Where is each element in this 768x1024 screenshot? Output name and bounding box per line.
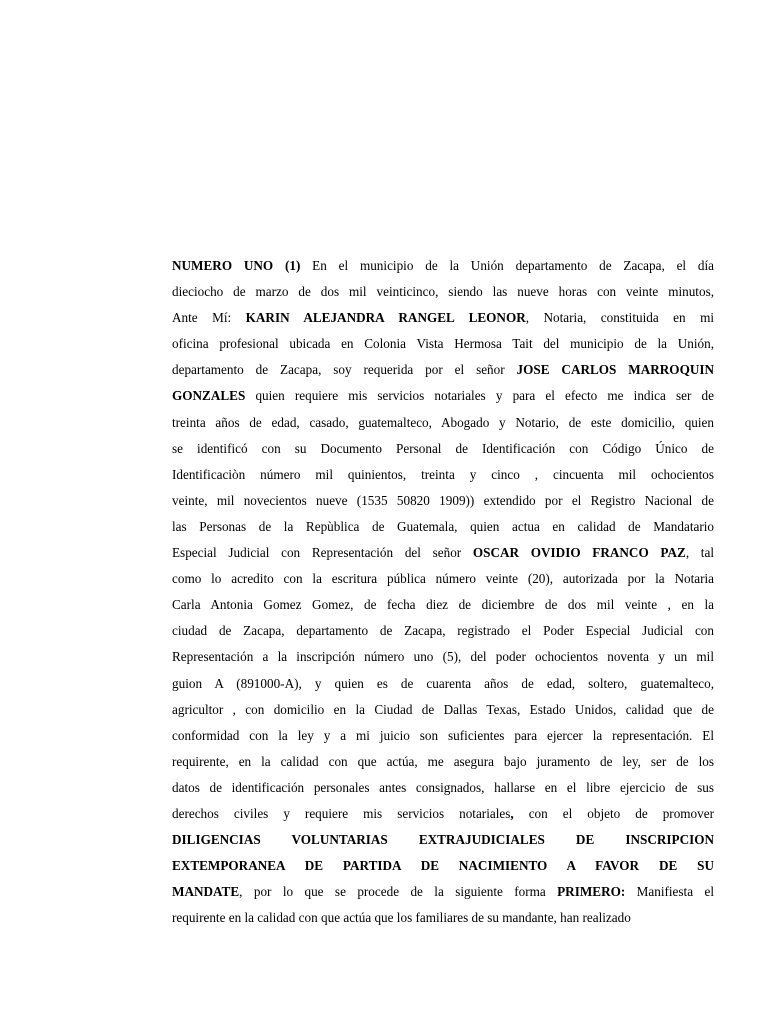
- text-line: [172, 853, 714, 879]
- text-segment: se identificó con su Documento Personal de Identificación con Código Único de: [172, 440, 714, 456]
- text-segment: quien requiere mis servicios notariales y para el efecto me indica ser de: [245, 388, 714, 404]
- text-line: [172, 331, 714, 357]
- text-segment: , Notaria, constituida en mi: [525, 310, 714, 326]
- text-line: [172, 723, 714, 749]
- bold-text-segment: GONZALES: [172, 388, 246, 404]
- text-segment: dieciocho de marzo de dos mil veinticinco, siendo las nueve horas con veinte minutos,: [172, 284, 714, 300]
- text-line: [172, 514, 714, 540]
- text-line: [172, 462, 714, 488]
- text-line: [172, 697, 714, 723]
- text-line: [172, 566, 714, 592]
- text-line: [172, 775, 714, 801]
- text-segment: como lo acredito con la escritura pública número veinte (20), autorizada por la Notaria: [172, 571, 714, 587]
- text-line: [172, 383, 714, 409]
- text-line: [172, 279, 714, 305]
- text-segment: treinta años de edad, casado, guatemalteco, Abogado y Notario, de este domicilio, quien: [172, 414, 714, 430]
- text-segment: datos de identificación personales antes consignados, hallarse en el libre ejercicio de sus: [172, 779, 714, 795]
- text-line: [172, 644, 714, 670]
- bold-text-segment: JOSE CARLOS MARROQUIN: [516, 362, 714, 378]
- text-segment: oficina profesional ubicada en Colonia Vista Hermosa Tait del municipio de la Unión,: [172, 336, 714, 352]
- text-segment: ciudad de Zacapa, departamento de Zacapa, registrado el Poder Especial Judicial con: [172, 623, 714, 639]
- bold-text-segment: KARIN ALEJANDRA RANGEL LEONOR: [245, 310, 526, 326]
- text-segment: , tal: [685, 545, 714, 561]
- document-body: [172, 253, 714, 931]
- text-segment: veinte, mil novecientos nueve (1535 50820 1909)) extendido por el Registro Nacional de: [172, 492, 714, 508]
- text-line: [172, 592, 714, 618]
- text-segment: requirente en la calidad con que actúa que los familiares de su mandante, han realizado: [172, 910, 631, 926]
- text-segment: , por lo que se procede de la siguiente forma: [239, 884, 558, 900]
- text-segment: con el objeto de promover: [513, 805, 714, 821]
- text-segment: Carla Antonia Gomez Gomez, de fecha diez de diciembre de dos mil veinte , en la: [172, 597, 714, 613]
- text-line: [172, 253, 714, 279]
- bold-text-segment: EXTEMPORANEA DE PARTIDA DE NACIMIENTO A FAVOR DE SU: [172, 858, 714, 874]
- text-line: [172, 905, 714, 931]
- text-line: [172, 436, 714, 462]
- bold-text-segment: OSCAR OVIDIO FRANCO PAZ: [472, 545, 686, 561]
- text-segment: las Personas de la Repùblica de Guatemala, quien actua en calidad de Mandatario: [172, 518, 714, 534]
- text-line: [172, 801, 714, 827]
- bold-text-segment: PRIMERO:: [557, 884, 626, 900]
- bold-text-segment: DILIGENCIAS VOLUNTARIAS EXTRAJUDICIALES DE INSCRIPCION: [172, 832, 714, 848]
- text-line: [172, 540, 714, 566]
- text-segment: derechos civiles y requiere mis servicios notariales: [172, 805, 511, 821]
- text-segment: Manifiesta el: [625, 884, 714, 900]
- text-segment: departamento de Zacapa, soy requerida por el señor: [172, 362, 517, 378]
- text-segment: En el municipio de la Unión departamento de Zacapa, el día: [300, 258, 714, 273]
- text-segment: conformidad con la ley y a mi juicio son suficientes para ejercer la representación. El: [172, 727, 714, 743]
- text-segment: guion A (891000-A), y quien es de cuarenta años de edad, soltero, guatemalteco,: [172, 675, 714, 691]
- text-line: [172, 488, 714, 514]
- text-segment: requirente, en la calidad con que actúa, me asegura bajo juramento de ley, ser de los: [172, 753, 714, 769]
- text-segment: Identificaciòn número mil quinientos, treinta y cinco , cincuenta mil ochocientos: [172, 466, 714, 482]
- text-line: [172, 749, 714, 775]
- bold-text-segment: NUMERO UNO (1): [172, 258, 301, 273]
- bold-text-segment: MANDATE: [172, 884, 240, 900]
- bold-text-segment: ,: [510, 805, 514, 821]
- text-line: [172, 357, 714, 383]
- text-segment: Ante Mí:: [172, 310, 246, 326]
- text-line: [172, 618, 714, 644]
- text-segment: Especial Judicial con Representación del señor: [172, 545, 473, 561]
- text-segment: agricultor , con domicilio en la Ciudad de Dallas Texas, Estado Unidos, calidad que de: [172, 701, 714, 717]
- text-segment: Representación a la inscripción número uno (5), del poder ochocientos noventa y un mil: [172, 649, 714, 665]
- text-line: [172, 827, 714, 853]
- text-line: [172, 879, 714, 905]
- text-line: [172, 410, 714, 436]
- text-line: [172, 305, 714, 331]
- text-line: [172, 671, 714, 697]
